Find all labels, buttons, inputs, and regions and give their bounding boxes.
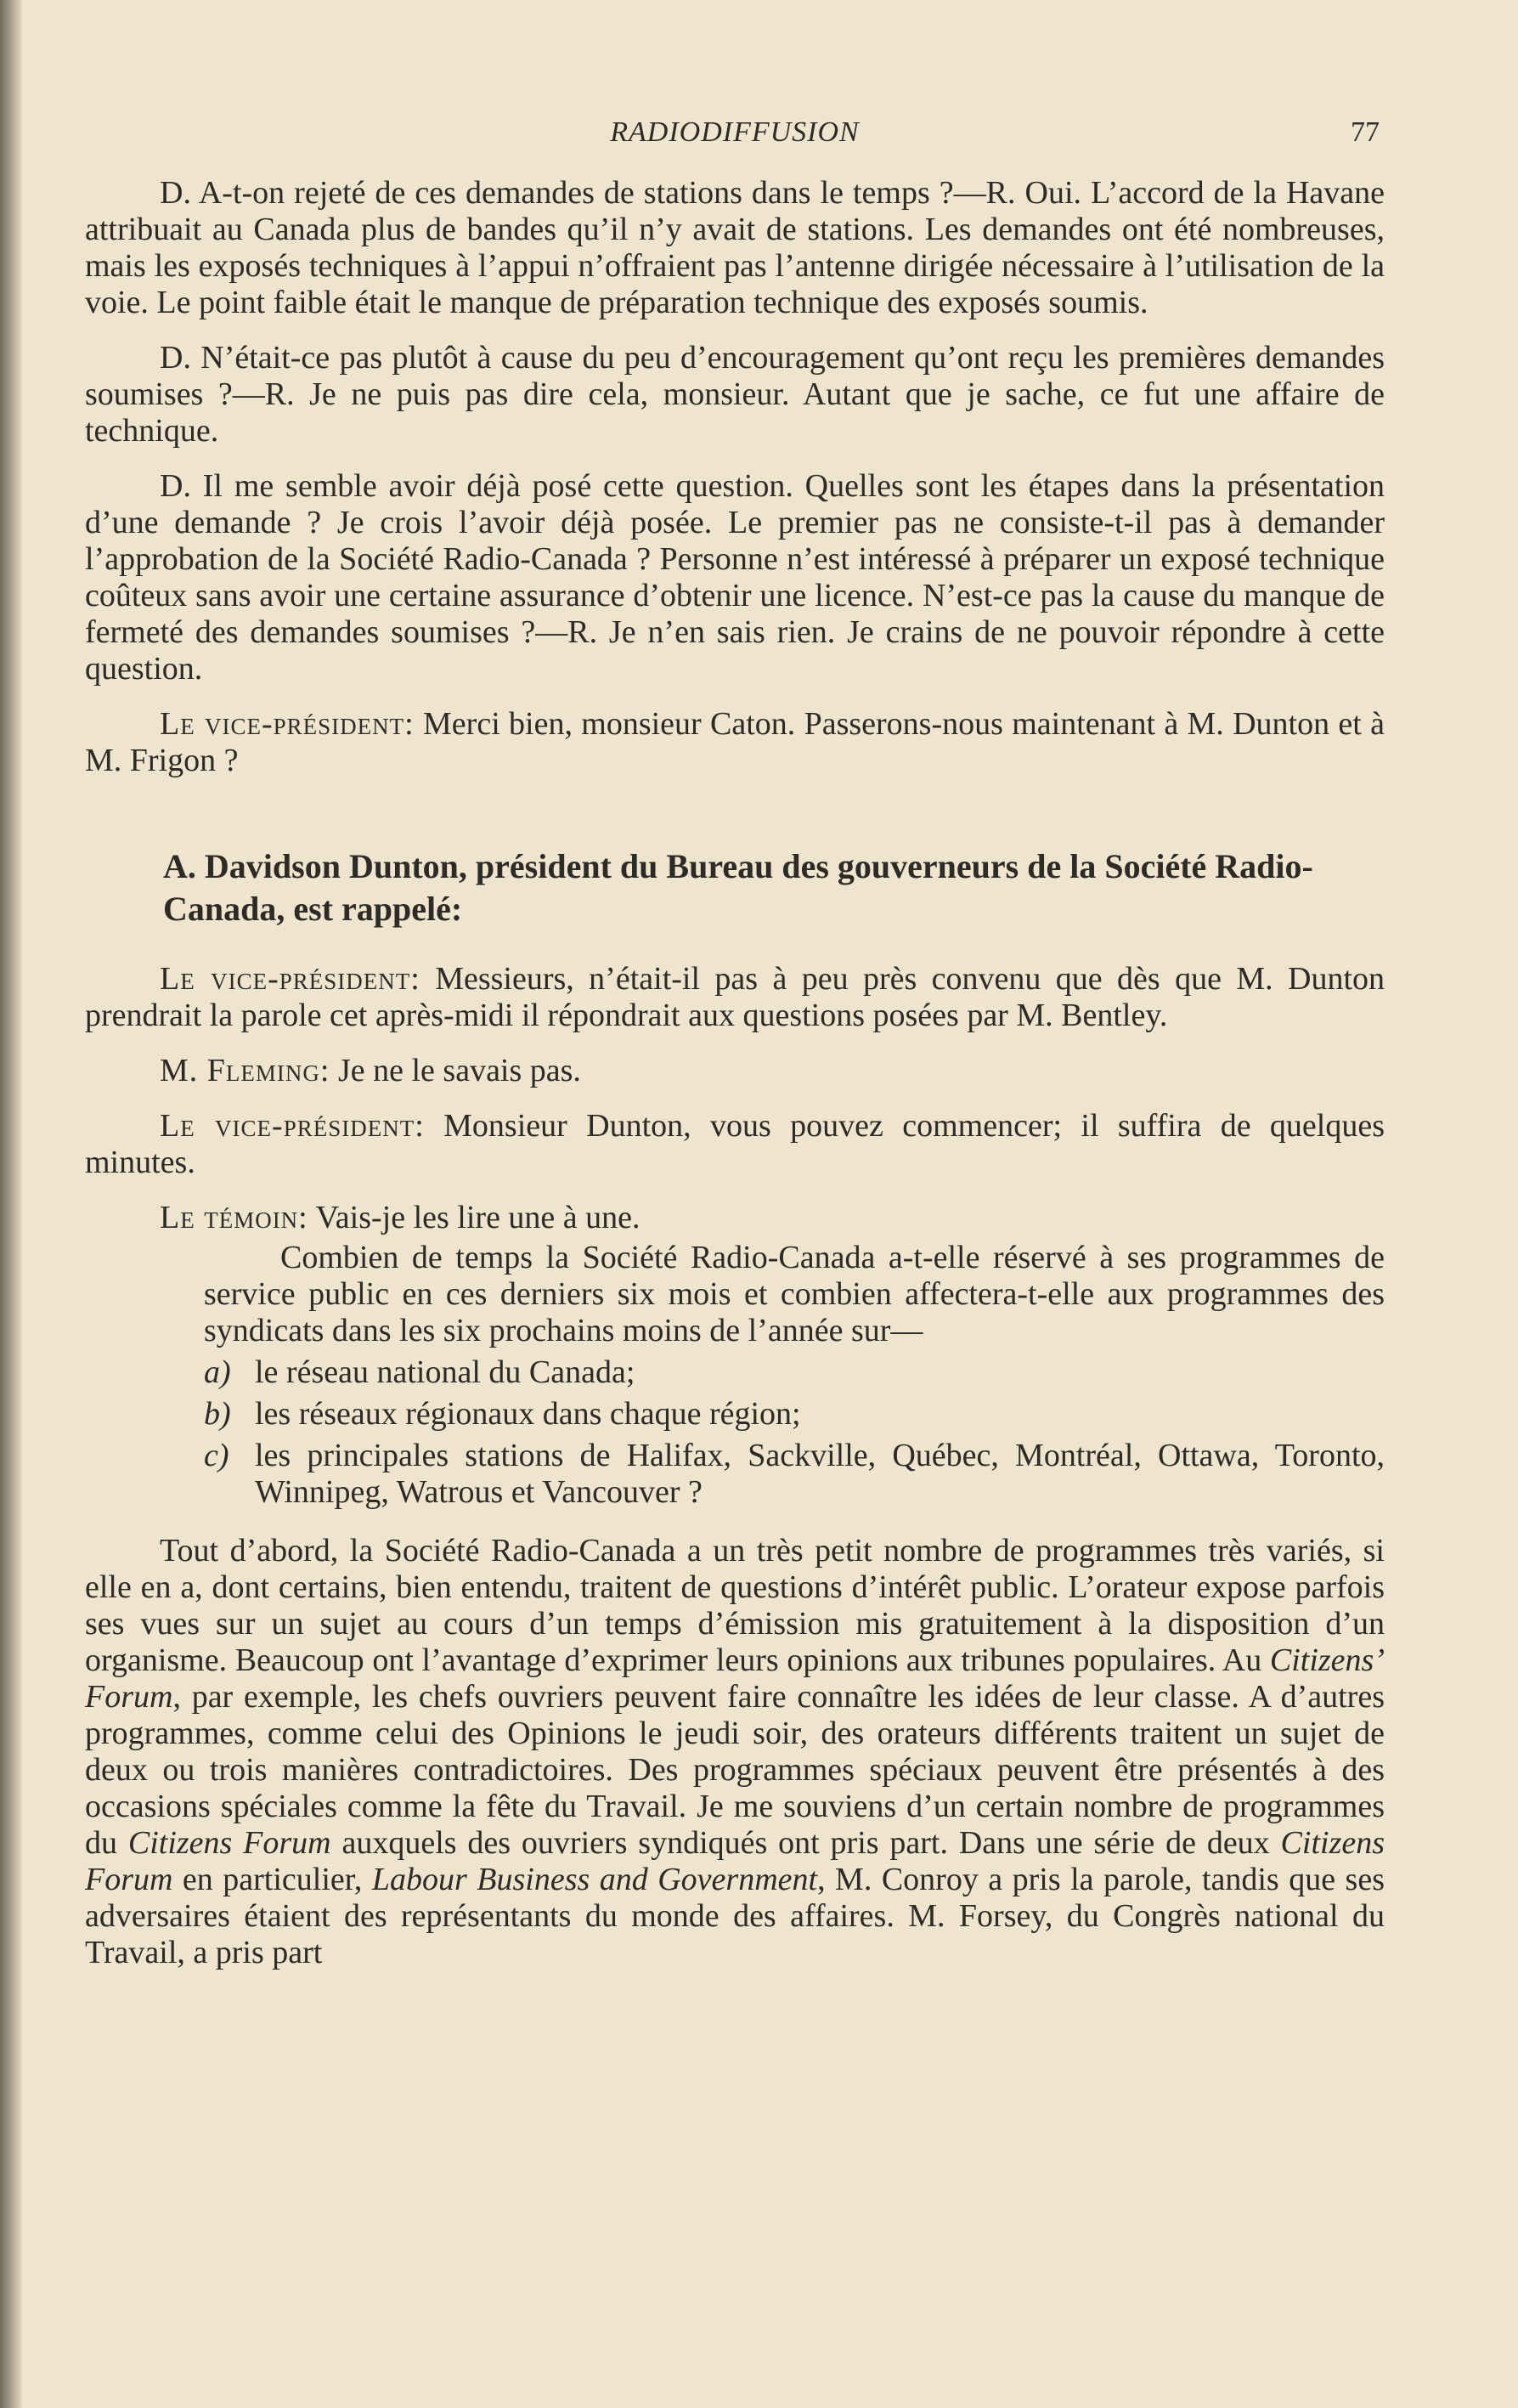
answer-text: Tout d’abord, la Société Radio-Canada a un très petit nombre de programmes très variés, si elle en a, dont certains, bien entendu, traitent de questions d’intérêt public. L’orateur expose parfois ses vues sur un sujet au cours d’un temps d’émission mis gratuitement à la disposition d’un organisme. Beaucoup ont l’avantage d’exprimer leurs opinions aux tribunes populaires. Au [85, 1533, 1385, 1678]
page-content [85, 102, 1385, 1990]
paragraph-question-1: D. A-t-on rejeté de ces demandes de stations dans le temps ?—R. Oui. L’accord de la Havane attribuait au Canada plus de bandes qu’il n’y avait de stations. Les demandes ont été nombreuses, mais les exposés techniques à l’appui n’offraient pas l’antenne dirigée nécessaire à l’utilisation de la voie. Le point faible était le manque de préparation technique des exposés soumis. [85, 175, 1385, 320]
running-header [85, 102, 1385, 153]
answer-text: , M. Conroy a pris la parole, tandis que ses adversaires étaient des représentants du monde des affaires. M. Forsey, du Congrès national du Travail, a pris part [85, 1862, 1385, 1970]
list-item [85, 1354, 1385, 1391]
dialogue-witness [85, 1200, 1385, 1236]
quoted-question: Combien de temps la Société Radio-Canada a-t-elle réservé à ses programmes de service public en ces derniers six mois et combien affectera-t-elle aux programmes des syndicats dans les six prochains moins de l’année sur— [204, 1240, 1385, 1348]
answer-paragraph [85, 1533, 1385, 1971]
speaker-label: Le vice-président: [160, 1108, 425, 1144]
book-binding-edge [0, 0, 22, 2408]
section-heading: A. Davidson Dunton, président du Bureau des gouverneurs de la Société Radio-Canada, est rappelé: [163, 847, 1313, 928]
program-title: Citizens’ Forum [85, 1642, 1385, 1715]
speaker-label: M. Fleming: [160, 1053, 330, 1088]
speech-text: Je ne le savais pas. [330, 1053, 581, 1088]
list-label: a) [204, 1354, 231, 1390]
list-label: c) [204, 1438, 229, 1473]
answer-text: , par exemple, les chefs ouvriers peuvent faire connaître les idées de leur classe. A d’autres programmes, comme celui des Opinions le jeudi soir, des orateurs différents traitent un sujet de deux ou trois manières contradictoires. Des programmes spéciaux peuvent être présentés à des occasions spéciales comme la fête du Travail. Je me souviens d’un certain nombre de programmes du [85, 1679, 1385, 1861]
program-title: Citizens Forum [127, 1825, 331, 1861]
speaker-label: Le vice-président: [160, 961, 420, 997]
list-label: b) [204, 1396, 231, 1432]
list-text: les principales stations de Halifax, Sackville, Québec, Montréal, Ottawa, Toronto, Winnipeg, Watrous et Vancouver ? [255, 1438, 1385, 1510]
list-text: le réseau national du Canada; [255, 1354, 635, 1390]
page-number: 77 [1351, 116, 1380, 148]
paragraph-question-2: D. N’était-ce pas plutôt à cause du peu d’encouragement qu’ont reçu les premières demandes soumises ?—R. Je ne puis pas dire cela, monsieur. Autant que je sache, ce fut une affaire de technique. [85, 340, 1385, 449]
answer-text: en particulier, [172, 1862, 372, 1897]
paragraph-question-3: D. Il me semble avoir déjà posé cette question. Quelles sont les étapes dans la présentation d’une demande ? Je crois l’avoir déjà posée. Le premier pas ne consiste-t-il pas à demander l’approbation de la Société Radio-Canada ? Personne n’est intéressé à préparer un exposé technique coûteux sans avoir une certaine assurance d’obtenir une licence. N’est-ce pas la cause du manque de fermeté des demandes soumises ?—R. Je n’en sais rien. Je crains de ne pouvoir répondre à cette question. [85, 468, 1385, 687]
speech-text: Merci bien, monsieur Caton. Passerons-nous maintenant à M. Dunton et à M. Frigon ? [85, 706, 1385, 778]
list-item [85, 1396, 1385, 1433]
speaker-label: Le vice-président: [160, 706, 415, 742]
paragraph-vice-president-1 [85, 706, 1385, 779]
dialogue-vice-president-2 [85, 961, 1385, 1034]
program-title: Citizens Forum [85, 1825, 1385, 1897]
program-title: Labour Business and Government [371, 1862, 818, 1897]
speech-text: Messieurs, n’était-il pas à peu près convenu que dès que M. Dunton prendrait la parole cet après-midi il répondrait aux questions posées par M. Bentley. [85, 961, 1385, 1033]
speaker-label: Le témoin: [160, 1200, 308, 1235]
answer-text: auxquels des ouvriers syndiqués ont pris part. Dans une série de deux [330, 1825, 1281, 1861]
list-text: les réseaux régionaux dans chaque région; [255, 1396, 801, 1432]
list-item [85, 1438, 1385, 1511]
dialogue-vice-president-3 [85, 1108, 1385, 1181]
speech-text: Monsieur Dunton, vous pouvez commencer; il suffira de quelques minutes. [85, 1108, 1385, 1180]
dialogue-fleming [85, 1053, 1385, 1089]
running-title: RADIODIFFUSION [610, 116, 860, 148]
speech-text: Vais-je les lire une à une. [308, 1200, 640, 1235]
